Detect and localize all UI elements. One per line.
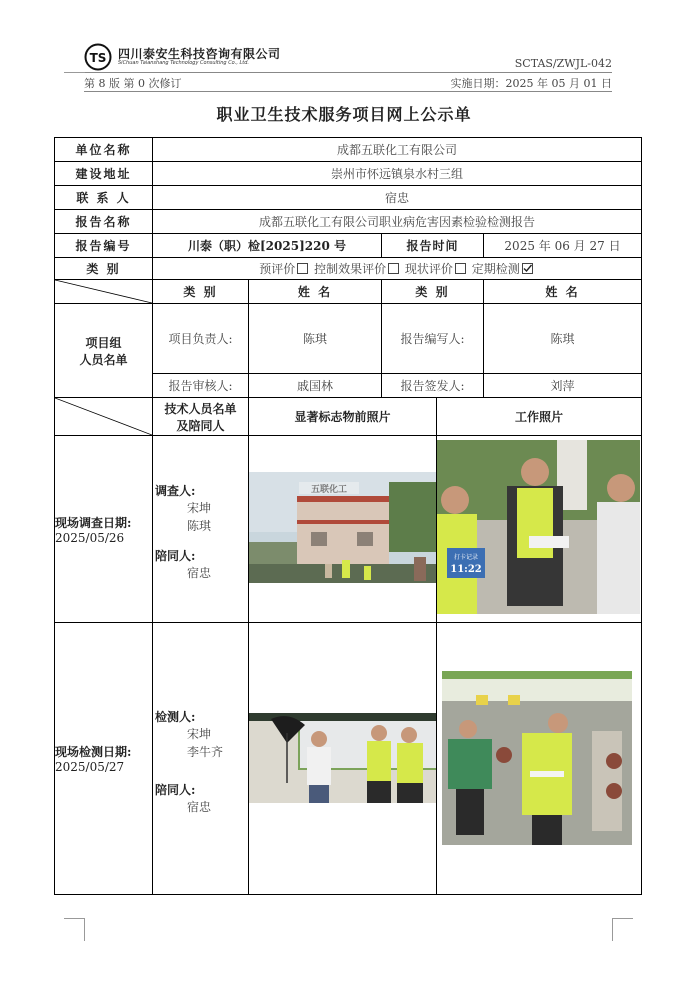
company-name: 四川泰安生科技咨询有限公司 [118, 47, 281, 61]
leader-label: 项目负责人: [153, 304, 249, 374]
address-label: 建设地址 [55, 162, 153, 186]
version-label: 第 8 版 第 0 次修订 [84, 77, 182, 90]
team-label-line2: 人员名单 [79, 352, 128, 367]
team-section-label [55, 304, 153, 398]
survey-work-photo [437, 440, 640, 614]
team-label-line1: 项目组 [85, 335, 122, 350]
report-no-value: 川泰（职）检[2025]220 号 [153, 234, 382, 258]
team-col-category-2: 类 别 [382, 280, 484, 304]
implementation-date: 实施日期：2025 年 05 月 01 日 [450, 77, 612, 90]
reviewer-name: 戚国林 [249, 374, 382, 398]
survey-date-value: 2025/05/26 [55, 530, 125, 545]
corner-mark [64, 72, 85, 73]
contact-label: 联 系 人 [55, 186, 153, 210]
checked-checkbox-icon[interactable] [522, 263, 533, 274]
category-option: 控制效果评价 [314, 262, 387, 276]
signer-name: 刘萍 [484, 374, 642, 398]
header-divider [84, 72, 612, 73]
signer-label: 报告签发人: [382, 374, 484, 398]
detection-work-photo [442, 671, 632, 845]
document-code: SCTAS/ZWJL-042 [514, 57, 612, 70]
corner-mark [64, 918, 85, 941]
staff-header-line1: 技术人员名单 [164, 401, 237, 416]
survey-date-cell [55, 436, 153, 623]
writer-label: 报告编写人: [382, 304, 484, 374]
company-logo-icon [84, 43, 112, 71]
detection-people-cell [153, 623, 249, 895]
svg-text:TS: TS [89, 51, 107, 65]
unit-value: 成都五联化工有限公司 [153, 138, 642, 162]
header-divider-bottom [84, 91, 612, 92]
companion-name: 宿忠 [187, 566, 212, 580]
detection-date-cell [55, 623, 153, 895]
contact-value: 宿忠 [153, 186, 642, 210]
checkbox-icon[interactable] [388, 263, 399, 274]
factory-sign-text: 五联化工 [310, 485, 348, 495]
report-name-label: 报告名称 [55, 210, 153, 234]
companion-role: 陪同人: [155, 782, 196, 797]
detection-landmark-photo-cell [249, 623, 437, 895]
reviewer-label: 报告审核人: [153, 374, 249, 398]
report-time-value: 2025 年 06 月 27 日 [484, 234, 642, 258]
surveyor-role: 调查人: [155, 484, 196, 498]
survey-work-photo-cell [437, 436, 642, 623]
survey-landmark-photo [249, 472, 437, 583]
surveyor-name: 宋坤 [187, 501, 212, 515]
unit-label: 单位名称 [55, 138, 153, 162]
corner-mark [612, 918, 633, 941]
team-col-name: 姓 名 [249, 280, 382, 304]
detection-work-photo-cell [437, 623, 642, 895]
stamp-title: 打卡记录 [453, 554, 479, 561]
checkbox-icon[interactable] [297, 263, 308, 274]
landmark-photo-header: 显著标志物前照片 [249, 398, 437, 436]
company-name-en: SiChuan Taianshang Technology Consulting Co., Ltd. [118, 60, 250, 66]
category-option: 预评价 [259, 262, 296, 276]
survey-landmark-photo-cell [249, 436, 437, 623]
address-value: 崇州市怀远镇泉水村三组 [153, 162, 642, 186]
detection-landmark-photo [249, 713, 437, 803]
companion-name: 宿忠 [187, 799, 212, 814]
report-no-label: 报告编号 [55, 234, 153, 258]
diagonal-header-cell [55, 280, 153, 304]
surveyor-name: 陈琪 [187, 519, 212, 533]
checkbox-icon[interactable] [455, 263, 466, 274]
team-col-category: 类 别 [153, 280, 249, 304]
inspector-name: 李牛齐 [187, 744, 224, 759]
diagonal-header-cell [55, 398, 153, 436]
team-col-name-2: 姓 名 [484, 280, 642, 304]
category-option: 现状评价 [404, 262, 453, 276]
category-label: 类 别 [55, 258, 153, 280]
detection-date-value: 2025/05/27 [55, 760, 125, 774]
detection-date-label: 现场检测日期: [55, 745, 132, 759]
inspector-name: 宋坤 [187, 726, 212, 741]
category-options [153, 258, 642, 280]
report-name-value: 成都五联化工有限公司职业病危害因素检验检测报告 [153, 210, 642, 234]
stamp-time: 11:22 [450, 564, 482, 575]
staff-header [153, 398, 249, 436]
staff-header-line2: 及陪同人 [176, 418, 225, 433]
inspector-role: 检测人: [155, 709, 196, 724]
work-photo-header: 工作照片 [437, 398, 642, 436]
survey-date-label: 现场调查日期: [55, 515, 132, 530]
companion-role: 陪同人: [155, 549, 196, 563]
leader-name: 陈琪 [249, 304, 382, 374]
report-time-label: 报告时间 [382, 234, 484, 258]
category-option: 定期检测 [471, 262, 520, 276]
page-title: 职业卫生技术服务项目网上公示单 [216, 105, 472, 124]
disclosure-table [54, 137, 642, 895]
survey-people-cell [153, 436, 249, 623]
writer-name: 陈琪 [484, 304, 642, 374]
